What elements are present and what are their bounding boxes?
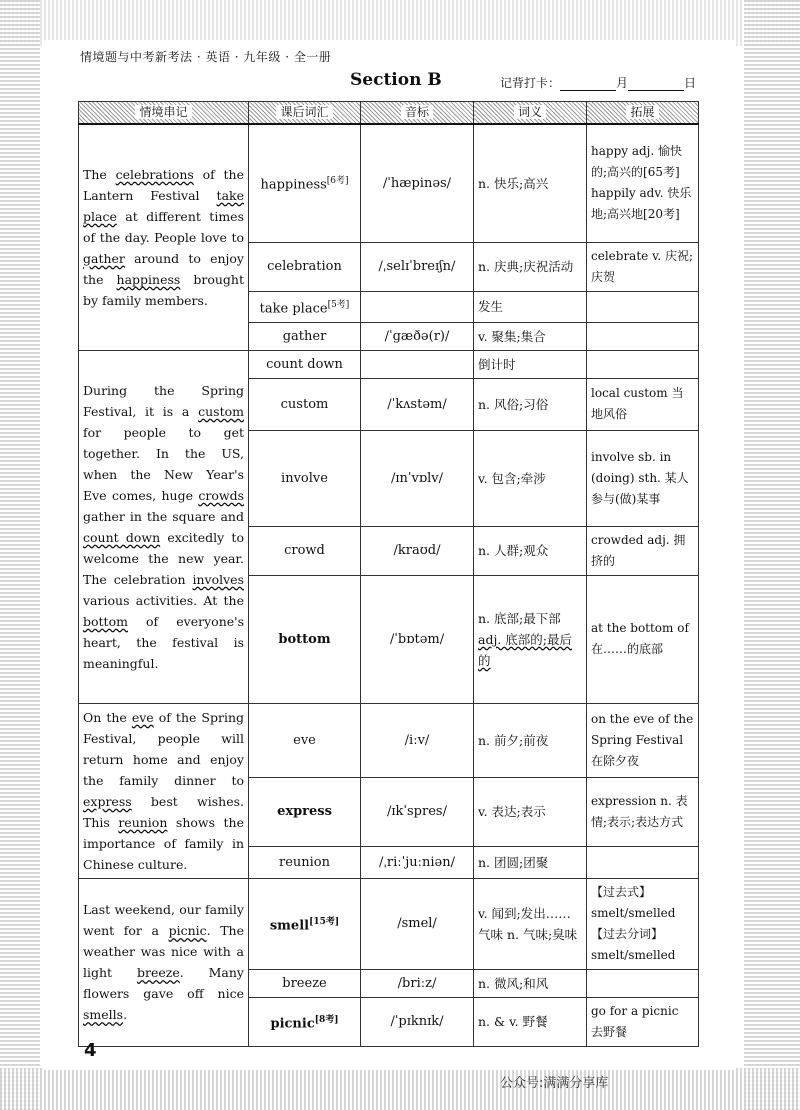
col-header-story: 情境串记 (79, 102, 249, 125)
meaning-cell: n. 庆典;庆祝活动 (474, 242, 587, 291)
ipa-cell: /iːv/ (361, 703, 474, 777)
book-header: 情境题与中考新考法 · 英语 · 九年级 · 全一册 (80, 50, 332, 64)
ipa-cell: /ˈkʌstəm/ (361, 378, 474, 430)
ipa-cell: /ˌselɪˈbreɪʃn/ (361, 242, 474, 291)
table-row (79, 703, 699, 777)
checkin-month: 月 (616, 76, 629, 90)
meaning-cell: n. 微风;和风 (474, 969, 587, 997)
meaning-cell: n. 团圆;团聚 (474, 847, 587, 879)
word-cell: involve (249, 430, 361, 526)
ipa-cell: /ˌriːˈjuːniən/ (361, 847, 474, 879)
meaning-cell: v. 闻到;发出……气味 n. 气味;臭味 (474, 878, 587, 969)
extension-cell (587, 291, 699, 322)
extension-cell: happy adj. 愉快的;高兴的[65考] happily adv. 快乐地;高兴地[20考] (587, 124, 699, 242)
scan-edge-right (744, 0, 800, 1110)
ipa-cell: /ˈpɪknɪk/ (361, 997, 474, 1046)
ipa-cell: /ɪnˈvɒlv/ (361, 430, 474, 526)
ipa-cell: /ˈbɒtəm/ (361, 575, 474, 703)
page-number: 4 (84, 1040, 97, 1061)
meaning-cell: v. 聚集;集合 (474, 322, 587, 350)
extension-cell (587, 969, 699, 997)
meaning-cell: n. 风俗;习俗 (474, 378, 587, 430)
meaning-cell: n. 前夕;前夜 (474, 703, 587, 777)
col-header-ipa: 音标 (361, 102, 474, 125)
word-cell: express (249, 777, 361, 847)
table-header-row (79, 102, 699, 125)
word-cell: gather (249, 322, 361, 350)
meaning-cell: v. 表达;表示 (474, 777, 587, 847)
extension-cell (587, 322, 699, 350)
ipa-cell: /smel/ (361, 878, 474, 969)
meaning-cell: v. 包含;牵涉 (474, 430, 587, 526)
ipa-cell (361, 350, 474, 378)
extension-cell (587, 350, 699, 378)
col-header-meaning: 词义 (474, 102, 587, 125)
section-title: Section B (350, 70, 442, 90)
day-blank (628, 78, 684, 91)
meaning-cell: 倒计时 (474, 350, 587, 378)
col-header-extension: 拓展 (587, 102, 699, 125)
word-cell: smell[15考] (249, 878, 361, 969)
ipa-cell: /kraʊd/ (361, 526, 474, 575)
extension-cell: celebrate v. 庆祝;庆贺 (587, 242, 699, 291)
meaning-cell: n. 底部;最下部 adj. 底部的;最后的 (474, 575, 587, 703)
word-cell: picnic[8考] (249, 997, 361, 1046)
word-cell: count down (249, 350, 361, 378)
extension-cell: go for a picnic 去野餐 (587, 997, 699, 1046)
meaning-cell: n. 人群;观众 (474, 526, 587, 575)
footer-watermark: 公众号:满满分享库 (500, 1076, 609, 1091)
word-cell: take place[5考] (249, 291, 361, 322)
word-cell: celebration (249, 242, 361, 291)
vocab-table (78, 101, 699, 1047)
word-cell: breeze (249, 969, 361, 997)
word-cell: reunion (249, 847, 361, 879)
table-row (79, 350, 699, 378)
word-cell: crowd (249, 526, 361, 575)
ipa-cell: /briːz/ (361, 969, 474, 997)
checkin-day: 日 (684, 76, 697, 90)
word-cell: custom (249, 378, 361, 430)
extension-cell: expression n. 表情;表示;表达方式 (587, 777, 699, 847)
story-lantern-festival: The celebrations of the Lantern Festival take place at different times of the day. People love to gather around to enjoy the happiness brought by family members. (79, 124, 249, 350)
word-cell: bottom (249, 575, 361, 703)
ipa-cell: /ɪkˈspres/ (361, 777, 474, 847)
word-cell: happiness[6考] (249, 124, 361, 242)
extension-cell (587, 847, 699, 879)
story-eve: On the eve of the Spring Festival, people will return home and enjoy the family dinner to express best wishes. This reunion shows the importance of family in Chinese culture. (79, 703, 249, 878)
ipa-cell: /ˈgæðə(r)/ (361, 322, 474, 350)
ipa-cell: /ˈhæpinəs/ (361, 124, 474, 242)
ipa-cell (361, 291, 474, 322)
extension-cell: involve sb. in (doing) sth. 某人参与(做)某事 (587, 430, 699, 526)
scan-edge-left (0, 0, 40, 1110)
extension-cell: on the eve of the Spring Festival 在除夕夜 (587, 703, 699, 777)
extension-cell: local custom 当地风俗 (587, 378, 699, 430)
extension-cell: at the bottom of 在……的底部 (587, 575, 699, 703)
col-header-word: 课后词汇 (249, 102, 361, 125)
checkin-label: 记背打卡： (500, 76, 561, 90)
extension-cell: crowded adj. 拥挤的 (587, 526, 699, 575)
table-row (79, 878, 699, 969)
scan-edge-bottom (0, 1068, 800, 1110)
meaning-cell: n. & v. 野餐 (474, 997, 587, 1046)
extension-cell: 【过去式】smelt/smelled 【过去分词】smelt/smelled (587, 878, 699, 969)
checkin-line (500, 74, 696, 91)
meaning-cell: 发生 (474, 291, 587, 322)
month-blank (560, 78, 616, 91)
story-spring-festival: During the Spring Festival, it is a custom for people to get together. In the US, when the New Year's Eve comes, huge crowds gather in the square and count down excitedly to welcome the new year. The celebration involves various activities. At the bottom of everyone's heart, the festival is meaningful. (79, 350, 249, 703)
story-picnic: Last weekend, our family went for a picnic. The weather was nice with a light breeze. Many flowers gave off nice smells. (79, 878, 249, 1046)
table-row (79, 124, 699, 242)
word-cell: eve (249, 703, 361, 777)
meaning-cell: n. 快乐;高兴 (474, 124, 587, 242)
